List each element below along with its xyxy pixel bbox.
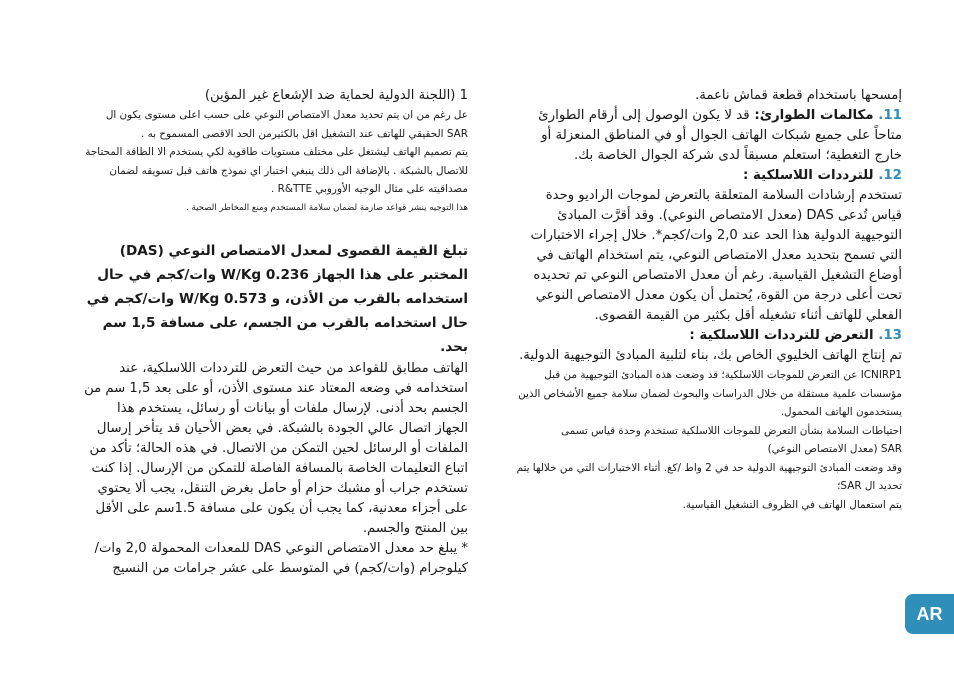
footnote-2: عل رغم من ان يتم تحديد معدل الامتصاص النوعي على حسب اعلى مستوى يكون ال SAR الحقيقي للهاتف عند التشغيل اقل بالكثيرمن الحد الاقصى المسموح به . bbox=[105, 109, 468, 140]
footnote-3: يتم تصميم الهاتف ليشتغل على مختلف مستويات طاقوية لكي يستخدم الا الطاقة المحتاجة للاتصال بالشبكة . بالإضافة الى ذلك ينبغي اختبار اي نموذج هاتف قبل تسويقه لضمان مصداقيته على مثال الوجيه الأوروبي R&TTE . bbox=[85, 146, 468, 195]
footnote-1: 1 (اللجنة الدولية لحماية ضد الإشعاع غير المؤين) bbox=[204, 88, 468, 103]
intro-text: إمسحها باستخدام قطعة قماش ناعمة. bbox=[695, 88, 902, 103]
section-13-usage: يتم استعمال الهاتف في الظروف التشغيل القياسية. bbox=[682, 498, 902, 511]
section-11-text: قد لا يكون الوصول إلى أرقام الطوارئ متاحاً على جميع شبكات الهاتف الجوال أو في المناطق المنعزلة أو خارج التغطية؛ استعلم مسبقاً لدى شركة الجوال الخاصة بك. bbox=[538, 108, 902, 163]
section-13-limit: وقد وضعت المبادئ التوجيهية الدولية حد في 2 واط /كغ. أثناء الاختبارات التي من خلالها يتم تحديد ال SAR؛ bbox=[516, 461, 902, 492]
section-13-sar: SAR (معدل الامتصاص النوعي) bbox=[767, 443, 902, 455]
section-13-title: التعرض للترددات اللاسلكية : bbox=[689, 328, 874, 343]
section-11-title: مكالمات الطوارئ: bbox=[754, 108, 874, 123]
section-12-heading bbox=[516, 166, 902, 186]
section-13-number: 13. bbox=[878, 328, 902, 343]
section-12-text: تستخدم إرشادات السلامة المتعلقة بالتعرض لموجات الراديو وحدة قياس تُدعى DAS (معدل الامتصاص النوعي). وقد أقرَّت المبادئ التوجيهية الدولية هذا الحد عند 2,0 وات/كجم*. خلال إجراء الاختبارات التي تسمح بتحديد معدل الامتصاص النوعي، يتم استخدام الهاتف في أوضاع التشغيل القياسية. رغم أن معدل الامتصاص النوعي تم تحديده تحت أعلى درجة من القوة، يُحتمل أن يكون معدل الامتصاص النوعي الفعلي للهاتف أثناء تشغيله أقل بكثير من القيمة القصوى. bbox=[530, 188, 902, 323]
section-13-subtitle: تم إنتاج الهاتف الخليوي الخاص بك، بناء لتلبية المبادئ التوجيهية الدولية. bbox=[519, 348, 902, 363]
language-tab: AR bbox=[905, 594, 954, 634]
section-13-precautions: احتياطات السلامة بشأن التعرض للموجات اللاسلكية تستخدم وحدة قياس تسمى bbox=[560, 424, 902, 437]
section-12-number: 12. bbox=[878, 168, 902, 183]
das-note: * يبلغ حد معدل الامتصاص النوعي DAS للمعدات المحمولة 2,0 وات/ كيلوجرام (وات/كجم) في المتوسط على عشر جرامات من النسيج bbox=[94, 540, 468, 576]
section-11-heading bbox=[516, 106, 902, 166]
right-column bbox=[516, 86, 902, 514]
section-11-number: 11. bbox=[878, 108, 902, 123]
footnote-4: هذا التوجيه ينشر قواعد صارمة لضمان سلامة المستخدم ومنع المخاطر الصحية . bbox=[186, 202, 468, 213]
section-12-title: للترددات اللاسلكية : bbox=[743, 168, 874, 183]
das-text: الهاتف مطابق للقواعد من حيث التعرض للترددات اللاسلكية، عند استخدامه في وضعه المعتاد عند مستوى الأذن، أو على بعد 1,5 سم من الجسم بحد أدنى. لإرسال ملفات أو بيانات أو رسائل، يستخدم هذا الجهاز اتصال عالي الجودة بالشبكة. في بعض الأحيان قد يتأخر إرسال الملفات أو الرسائل لحين التمكن من الاتصال. في هذه الحالة؛ تأكد من اتباع التعليمات الخاصة بالمسافة الفاصلة للتمكن من الإرسال. إذا كنت تستخدم جراب أو مشبك حزام أو حامل بغرض التنقل، يجب ألا يحتوي على أجزاء معدنية، كما يجب أن يكون على مسافة 1.5سم على الأقل بين المنتج والجسم. bbox=[84, 360, 468, 536]
left-column bbox=[82, 86, 468, 579]
das-heading: تبلغ القيمة القصوى لمعدل الامتصاص النوعي (DAS) المختبر على هذا الجهاز 0.236 W/Kg وات/كجم في حال استخدامه بالقرب من الأذن، و 0.573 W/Kg وات/كجم في حال استخدامه بالقرب من الجسم، على مسافة 1,5 سم بحد. bbox=[86, 242, 468, 355]
section-13-heading bbox=[516, 326, 902, 346]
section-13-icnirp: ICNIRP1 عن التعرض للموجات اللاسلكية؛ قد وضعت هذه المبادئ التوجيهية من قبل مؤسسات علمية مستقلة من خلال الدراسات والبحوث لضمان سلامة جميع الأشخاص الذين يستخدمون الهاتف المحمول. bbox=[518, 369, 902, 418]
